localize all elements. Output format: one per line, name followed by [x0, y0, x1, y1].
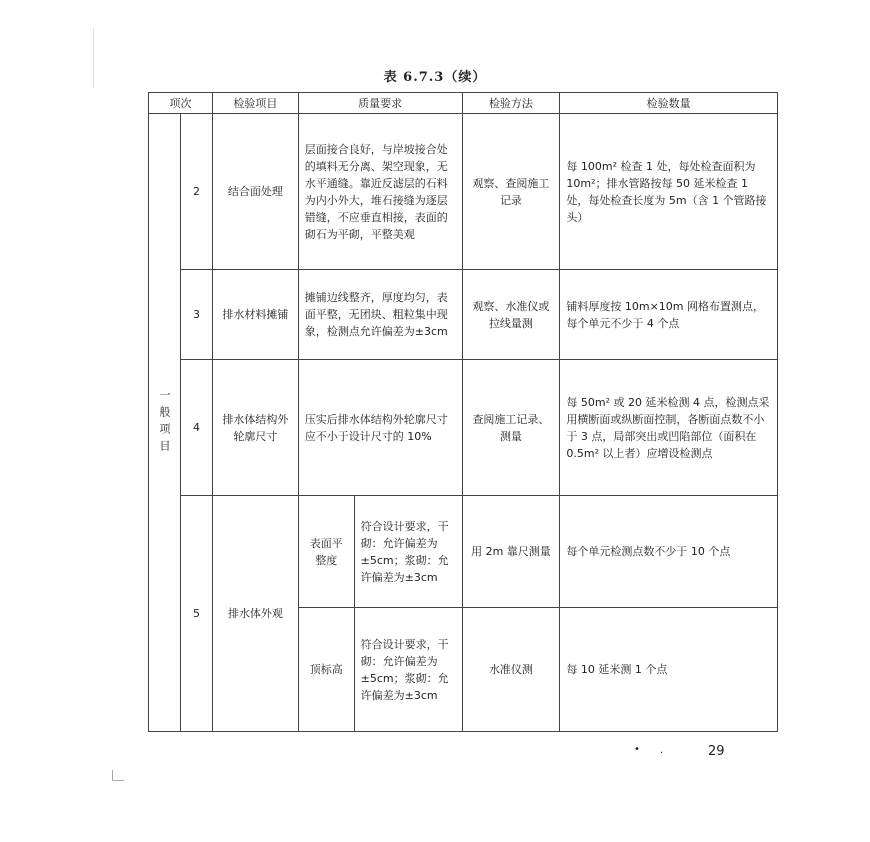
page-number: 29: [708, 744, 725, 759]
sub-item-method: 水准仪测: [462, 608, 560, 732]
sub-item-quantity: 每个单元检测点数不少于 10 个点: [560, 496, 778, 608]
row-requirement: 压实后排水体结构外轮廓尺寸应不小于设计尺寸的 10%: [298, 360, 462, 496]
sub-item-name: 表面平整度: [298, 496, 354, 608]
row-num: 4: [180, 360, 212, 496]
row-method: 观察、水准仪或拉线量测: [462, 270, 560, 360]
crop-mark: [112, 770, 113, 781]
header-method: 检验方法: [462, 93, 560, 114]
row-item: 排水体外观: [212, 496, 298, 732]
row-item: 结合面处理: [212, 114, 298, 270]
table-row: [149, 114, 778, 270]
row-item: 排水体结构外轮廓尺寸: [212, 360, 298, 496]
sub-item-name: 顶标高: [298, 608, 354, 732]
table-row: [149, 496, 778, 608]
header-requirement: 质量要求: [298, 93, 462, 114]
sub-item-requirement: 符合设计要求，干砌：允许偏差为±5cm；浆砌：允许偏差为±3cm: [354, 496, 462, 608]
sub-item-requirement: 符合设计要求，干砌：允许偏差为±5cm；浆砌：允许偏差为±3cm: [354, 608, 462, 732]
row-method: 查阅施工记录、测量: [462, 360, 560, 496]
row-quantity: 铺料厚度按 10m×10m 网格布置测点，每个单元不少于 4 个点: [560, 270, 778, 360]
row-item: 排水材料摊铺: [212, 270, 298, 360]
scan-speck: •: [634, 744, 640, 755]
crop-mark: [112, 780, 124, 781]
row-method: 观察、查阅施工记录: [462, 114, 560, 270]
row-num: 2: [180, 114, 212, 270]
scan-speck: ·: [660, 748, 664, 759]
row-requirement: 摊铺边线整齐，厚度均匀，表面平整，无团块、粗粒集中现象，检测点允许偏差为±3cm: [298, 270, 462, 360]
category-cell: 一般项目: [149, 114, 181, 732]
table-row: [149, 270, 778, 360]
header-item: 检验项目: [212, 93, 298, 114]
row-requirement: 层面接合良好，与岸坡接合处的填料无分离、架空现象，无水平通缝。靠近反滤层的石料为内小外大，堆石接缝为逐层错缝，不应垂直相接，表面的砌石为平砌，平整美观: [298, 114, 462, 270]
row-quantity: 每 50m² 或 20 延米检测 4 点，检测点采用横断面或纵断面控制，各断面点数不小于 3 点，局部突出或凹陷部位（面积在 0.5m² 以上者）应增设检测点: [560, 360, 778, 496]
sub-item-quantity: 每 10 延米测 1 个点: [560, 608, 778, 732]
table-title: 表 6.7.3（续）: [383, 70, 487, 85]
row-quantity: 每 100m² 检查 1 处，每处检查面积为 10m²；排水管路按每 50 延米检查 1 处，每处检查长度为 5m（含 1 个管路接头）: [560, 114, 778, 270]
header-num: 项次: [149, 93, 213, 114]
table-header-row: [149, 93, 778, 114]
spec-table: [148, 92, 778, 732]
sub-item-method: 用 2m 靠尺测量: [462, 496, 560, 608]
row-num: 3: [180, 270, 212, 360]
table-row: [149, 360, 778, 496]
header-quantity: 检验数量: [560, 93, 778, 114]
row-num: 5: [180, 496, 212, 732]
